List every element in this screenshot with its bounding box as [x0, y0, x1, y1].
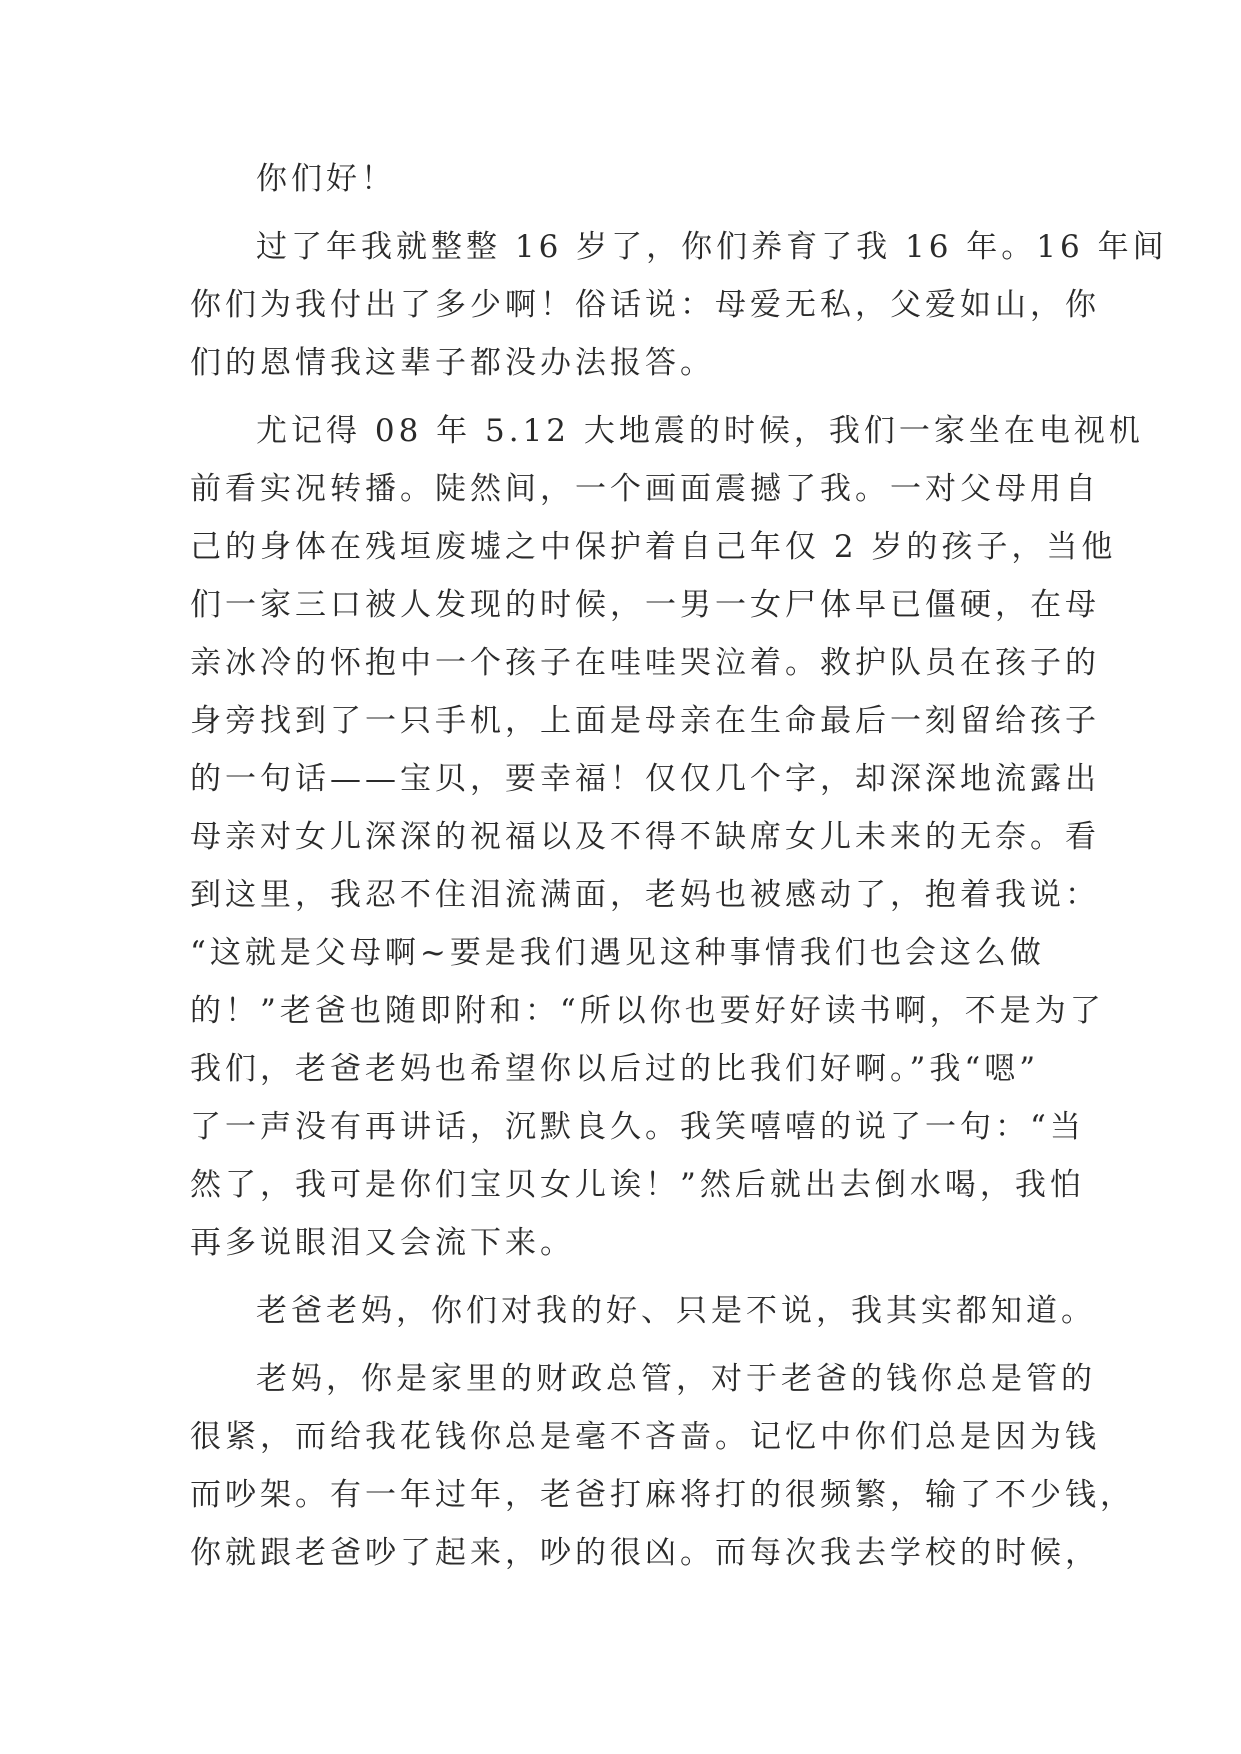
paragraph-line: 身旁找到了一只手机，上面是母亲在生命最后一刻留给孩子: [190, 703, 1100, 739]
paragraph-line: 亲冰冷的怀抱中一个孩子在哇哇哭泣着。救护队员在孩子的: [190, 645, 1100, 681]
paragraph-line: 你们为我付出了多少啊！俗话说：母爱无私，父爱如山，你: [190, 287, 1100, 323]
paragraph-line: 们的恩情我这辈子都没办法报答。: [190, 345, 715, 381]
paragraph-line: 老妈，你是家里的财政总管，对于老爸的钱你总是管的: [256, 1361, 1096, 1397]
paragraph-line: 很紧，而给我花钱你总是毫不吝啬。记忆中你们总是因为钱: [190, 1419, 1100, 1455]
greeting-line: 你们好！: [256, 161, 396, 197]
letter-body: [190, 150, 1168, 1582]
paragraph-line: 老爸老妈，你们对我的好、只是不说，我其实都知道。: [256, 1293, 1096, 1329]
paragraph-line: 尤记得 08 年 5.12 大地震的时候，我们一家坐在电视机: [256, 413, 1144, 449]
paragraph-line: 前看实况转播。陡然间，一个画面震撼了我。一对父母用自: [190, 471, 1100, 507]
paragraph-line: 而吵架。有一年过年，老爸打麻将打的很频繁，输了不少钱，: [190, 1477, 1135, 1513]
paragraph-line: 了一声没有再讲话，沉默良久。我笑嘻嘻的说了一句：“当: [190, 1109, 1085, 1145]
paragraph-line: 们一家三口被人发现的时候，一男一女尸体早已僵硬，在母: [190, 587, 1100, 623]
paragraph-line: 然了，我可是你们宝贝女儿诶！”然后就出去倒水喝，我怕: [190, 1167, 1085, 1203]
paragraph-line: 己的身体在残垣废墟之中保护着自己年仅 2 岁的孩子，当他: [190, 529, 1117, 565]
paragraph-line: 的！”老爸也随即附和：“所以你也要好好读书啊，不是为了: [190, 993, 1105, 1029]
paragraph-line: 到这里，我忍不住泪流满面，老妈也被感动了，抱着我说：: [190, 877, 1100, 913]
paragraph-line: 母亲对女儿深深的祝福以及不得不缺席女儿未来的无奈。看: [190, 819, 1100, 855]
paragraph-line: 的一句话——宝贝，要幸福！仅仅几个字，却深深地流露出: [190, 761, 1100, 797]
paragraph-line: 过了年我就整整 16 岁了，你们养育了我 16 年。16 年间: [256, 229, 1168, 265]
paragraph-line: 我们，老爸老妈也希望你以后过的比我们好啊。”我“嗯”: [190, 1051, 1040, 1087]
paragraph-line: “这就是父母啊~要是我们遇见这种事情我们也会这么做: [190, 935, 1045, 971]
paragraph-line: 你就跟老爸吵了起来，吵的很凶。而每次我去学校的时候，: [190, 1535, 1100, 1571]
paragraph-line: 再多说眼泪又会流下来。: [190, 1225, 575, 1261]
